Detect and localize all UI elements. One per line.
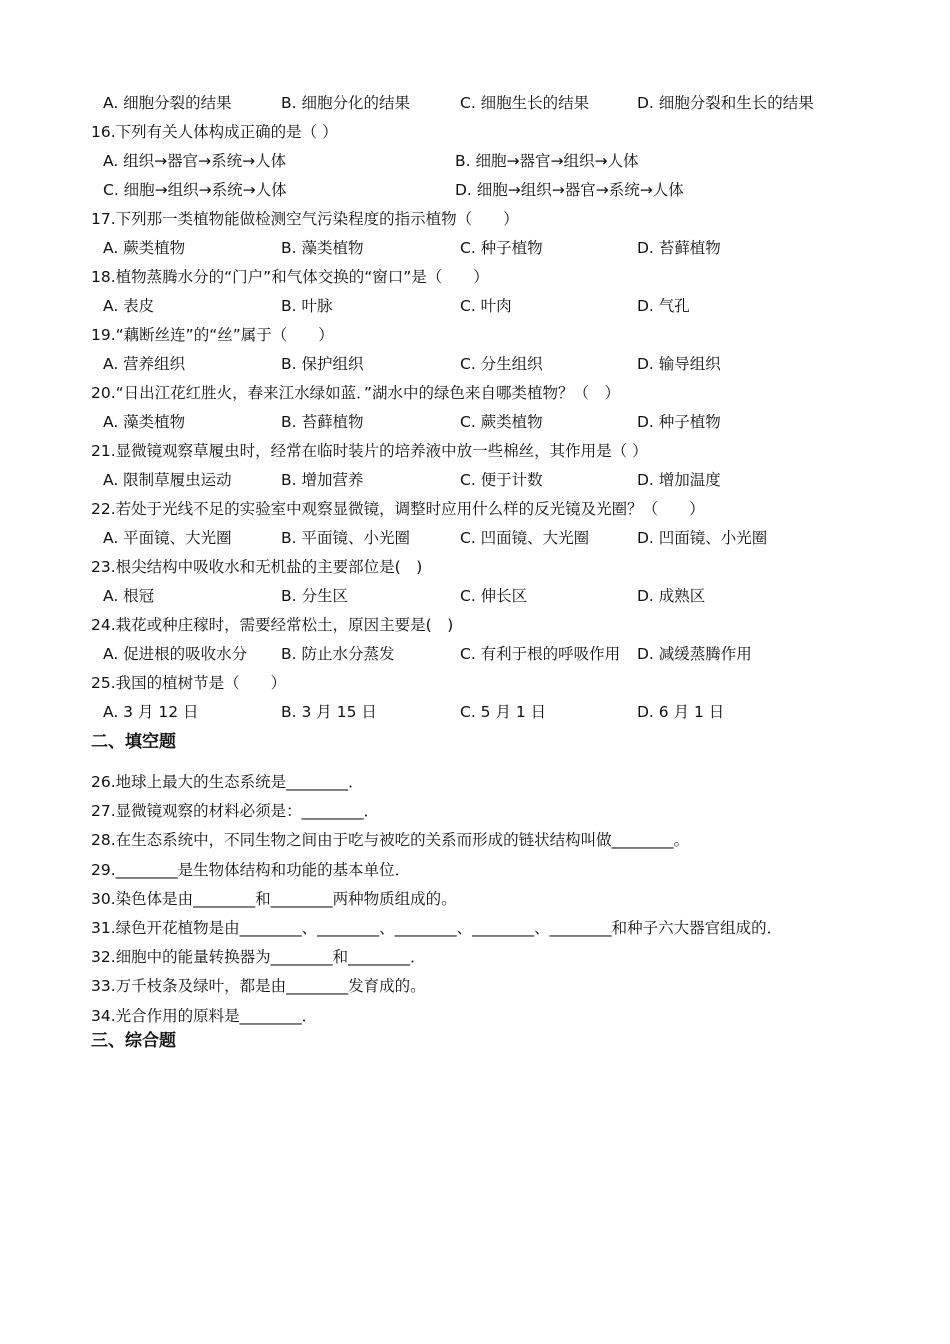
answer-options — [103, 528, 850, 548]
option-b: B. 3 月 15 日 — [281, 703, 377, 721]
option-d: D. 增加温度 — [637, 471, 721, 489]
fill-in-question: 33.万千枝条及绿叶，都是由________发育成的。 — [91, 977, 426, 995]
option-a: A. 限制草履虫运动 — [103, 471, 232, 489]
section-heading-comprehensive: 三、综合题 — [91, 1031, 176, 1051]
question-text: 23.根尖结构中吸收水和无机盐的主要部位是( ) — [91, 558, 423, 576]
option-c: C. 叶肉 — [460, 297, 512, 315]
answer-options — [103, 470, 850, 490]
option-c: C. 有利于根的呼吸作用 — [460, 645, 621, 663]
fill-in-question: 32.细胞中的能量转换器为________和________． — [91, 948, 426, 966]
option-a: A. 3 月 12 日 — [103, 703, 199, 721]
option-a: A. 表皮 — [103, 297, 155, 315]
option-d: D. 凹面镜、小光圈 — [637, 529, 768, 547]
option-a: A. 细胞分裂的结果 — [103, 94, 232, 112]
option-d: D. 输导组织 — [637, 355, 721, 373]
option-b: B. 防止水分蒸发 — [281, 645, 395, 663]
option-d: D. 苔藓植物 — [637, 239, 721, 257]
option-a: A. 营养组织 — [103, 355, 186, 373]
question-text: 20.“日出江花红胜火，春来江水绿如蓝．”湖水中的绿色来自哪类植物？（ ） — [91, 384, 620, 402]
option-c: C. 蕨类植物 — [460, 413, 543, 431]
option-b: B. 叶脉 — [281, 297, 333, 315]
question-text: 24.栽花或种庄稼时，需要经常松土，原因主要是( ) — [91, 616, 454, 634]
fill-in-question: 28.在生态系统中，不同生物之间由于吃与被吃的关系而形成的链状结构叫做________。 — [91, 831, 690, 849]
option-d: D. 种子植物 — [637, 413, 721, 431]
option-a: A. 蕨类植物 — [103, 239, 186, 257]
answer-options — [103, 586, 850, 606]
answer-options — [103, 93, 850, 113]
option-a: A. 根冠 — [103, 587, 155, 605]
option-b: B. 增加营养 — [281, 471, 364, 489]
option-a: A. 促进根的吸收水分 — [103, 645, 248, 663]
option-c: C. 细胞生长的结果 — [460, 94, 590, 112]
answer-options — [103, 296, 850, 316]
option-a: C. 细胞→组织→系统→人体 — [103, 181, 287, 199]
option-d: D. 6 月 1 日 — [637, 703, 725, 721]
fill-in-question: 31.绿色开花植物是由________、________、________、________、________和种子六大器官组成的． — [91, 919, 783, 937]
answer-options — [103, 151, 850, 171]
option-a: A. 平面镜、大光圈 — [103, 529, 232, 547]
option-b: D. 细胞→组织→器官→系统→人体 — [455, 181, 684, 199]
answer-options — [103, 180, 850, 200]
question-text: 16.下列有关人体构成正确的是（ ） — [91, 123, 338, 141]
option-c: C. 凹面镜、大光圈 — [460, 529, 590, 547]
section-heading-fill-in: 二、填空题 — [91, 732, 176, 752]
option-b: B. 细胞→器官→组织→人体 — [455, 152, 639, 170]
question-text: 19.“藕断丝连”的“丝”属于（ ） — [91, 326, 334, 344]
question-text: 22.若处于光线不足的实验室中观察显微镜，调整时应用什么样的反光镜及光圈？（ ） — [91, 500, 705, 518]
option-b: B. 分生区 — [281, 587, 348, 605]
answer-options — [103, 702, 850, 722]
question-text: 25.我国的植树节是（ ） — [91, 674, 287, 692]
option-c: C. 分生组织 — [460, 355, 543, 373]
option-b: B. 苔藓植物 — [281, 413, 364, 431]
option-a: A. 藻类植物 — [103, 413, 186, 431]
fill-in-question: 34.光合作用的原料是________． — [91, 1007, 318, 1025]
answer-options — [103, 238, 850, 258]
option-c: C. 种子植物 — [460, 239, 543, 257]
option-d: D. 成熟区 — [637, 587, 706, 605]
question-text: 18.植物蒸腾水分的“门户”和气体交换的“窗口”是（ ） — [91, 268, 489, 286]
option-b: B. 平面镜、小光圈 — [281, 529, 410, 547]
option-c: C. 5 月 1 日 — [460, 703, 547, 721]
option-a: A. 组织→器官→系统→人体 — [103, 152, 287, 170]
fill-in-question: 27.显微镜观察的材料必须是：________． — [91, 802, 380, 820]
answer-options — [103, 354, 850, 374]
question-text: 17.下列那一类植物能做检测空气污染程度的指示植物（ ） — [91, 210, 519, 228]
option-b: B. 保护组织 — [281, 355, 364, 373]
option-d: D. 减缓蒸腾作用 — [637, 645, 752, 663]
question-text: 21.显微镜观察草履虫时，经常在临时装片的培养液中放一些棉丝，其作用是（ ） — [91, 442, 648, 460]
option-c: C. 伸长区 — [460, 587, 528, 605]
option-d: D. 气孔 — [637, 297, 690, 315]
fill-in-question: 26.地球上最大的生态系统是________． — [91, 773, 364, 791]
fill-in-question: 29.________是生物体结构和功能的基本单位． — [91, 861, 411, 879]
option-c: C. 便于计数 — [460, 471, 543, 489]
option-b: B. 细胞分化的结果 — [281, 94, 410, 112]
option-b: B. 藻类植物 — [281, 239, 364, 257]
answer-options — [103, 412, 850, 432]
fill-in-question: 30.染色体是由________和________两种物质组成的。 — [91, 890, 457, 908]
option-d: D. 细胞分裂和生长的结果 — [637, 94, 814, 112]
answer-options — [103, 644, 850, 664]
